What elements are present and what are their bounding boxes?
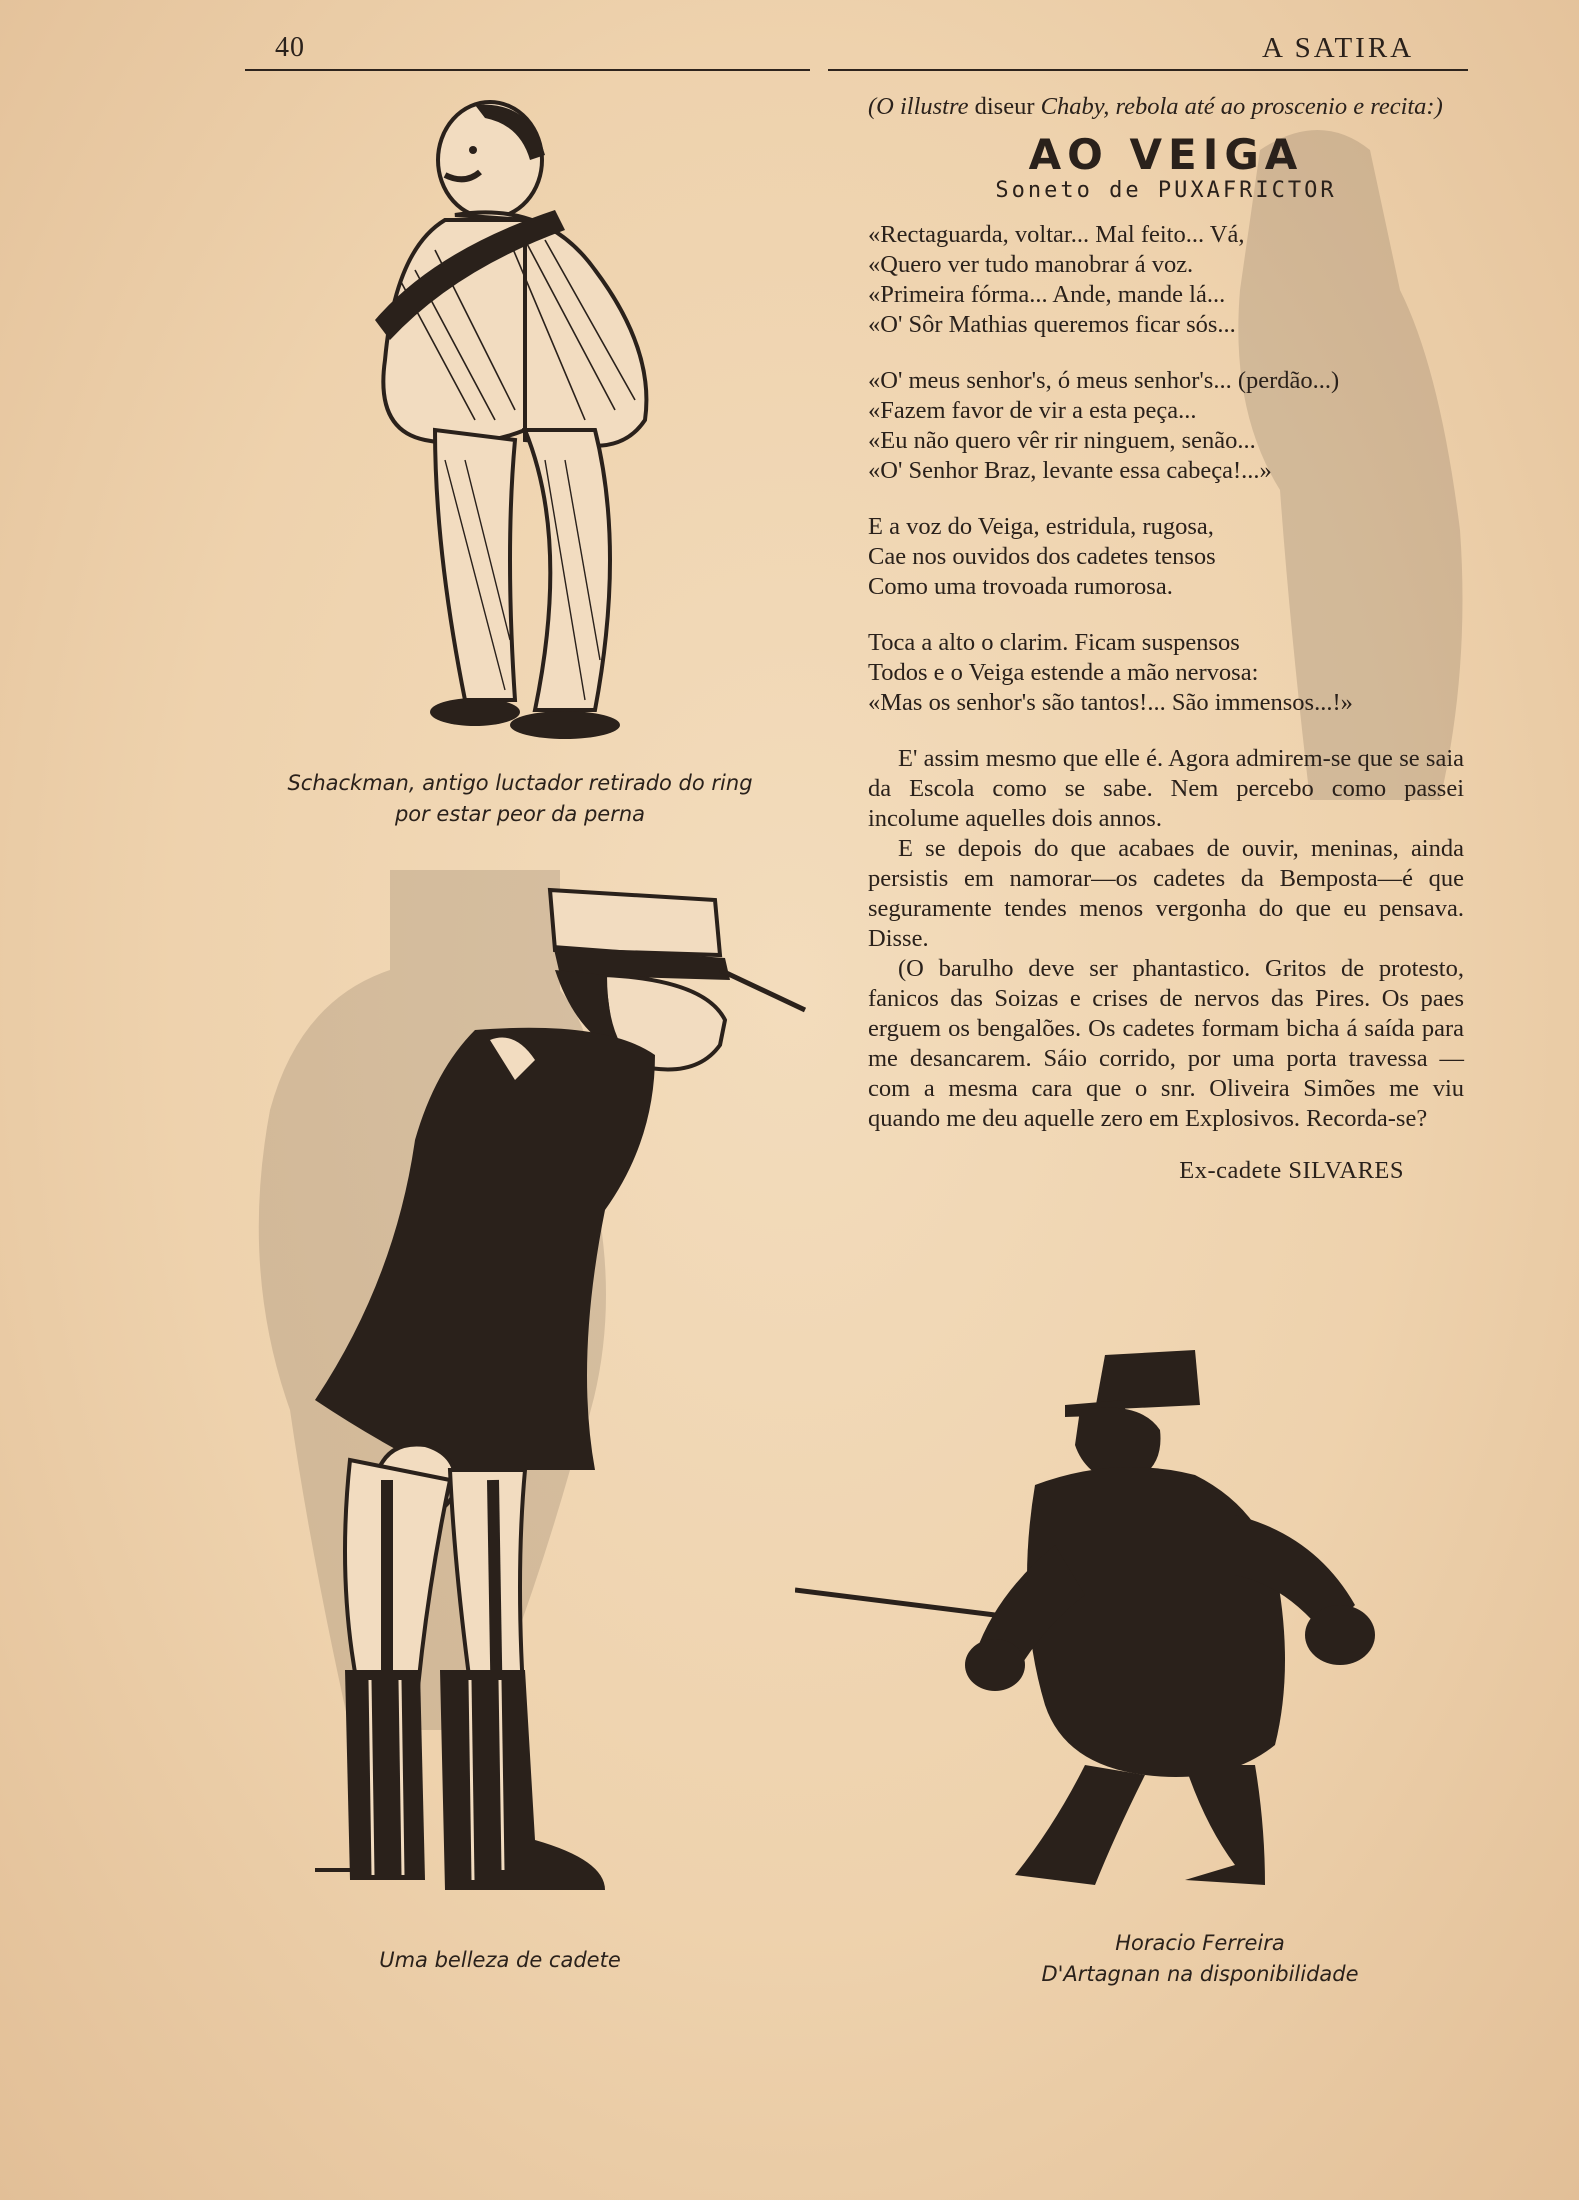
caption-line: Horacio Ferreira <box>1115 1931 1285 1955</box>
caricature-fat-wrestler-icon <box>355 100 715 750</box>
verse-line: «Quero ver tudo manobrar á voz. <box>868 251 1194 278</box>
page-number: 40 <box>275 32 305 63</box>
illustration-horacio <box>795 1345 1450 1905</box>
verse-line: Cae nos ouvidos dos cadetes tensos <box>868 543 1216 570</box>
verse-line: «O' meus senhor's, ó meus senhor's... (perdão...) <box>868 367 1340 394</box>
verse-line: «Fazem favor de vir a esta peça... <box>868 397 1197 424</box>
poem-subtitle: Soneto de PUXAFRICTOR <box>995 178 1337 203</box>
verse-line: «Eu não quero vêr rir ninguem, senão... <box>868 427 1256 454</box>
verse-line: E a voz do Veiga, estridula, rugosa, <box>868 513 1214 540</box>
article-prose <box>868 744 1464 1134</box>
caption-horacio <box>975 1928 1425 1990</box>
paragraph: E' assim mesmo que elle é. Agora admirem-se que se saia da Escola como se sabe. Nem percebo como passei incolume aquelles dois annos. <box>868 745 1464 832</box>
stanza <box>868 366 1464 486</box>
caption-line: por estar peor da perna <box>394 802 646 826</box>
caption-schackman <box>250 768 790 830</box>
running-title: A SATIRA <box>1262 32 1415 64</box>
author-signature: Ex-cadete SILVARES <box>1179 1157 1404 1184</box>
stage-direction-text: diseur <box>974 93 1035 120</box>
paragraph: (O barulho deve ser phantastico. Gritos de protesto, fanicos das Soizas e crises de nervos das Pires. Os paes erguem os bengalões. Os cadetes formam bicha á saída para me desancarem. Sáio corrido, por uma porta travessa — com a mesma cara que o snr. Oliveira Simões me viu quando me deu aquelle zero em Explosivos. Recorda-se? <box>868 955 1464 1132</box>
illustration-cadete <box>275 880 835 1930</box>
poem-title: AO VEIGA <box>1028 130 1304 179</box>
verse-line: Como uma trovoada rumorosa. <box>868 573 1173 600</box>
caption-line: Uma belleza de cadete <box>379 1948 621 1972</box>
stage-direction-text: (O illustre <box>868 93 975 120</box>
stanza <box>868 220 1464 340</box>
page-header <box>0 32 1579 77</box>
verse-line: «Primeira fórma... Ande, mande lá... <box>868 281 1226 308</box>
caption-cadete <box>300 1945 700 1976</box>
header-rule <box>828 69 1468 71</box>
caricature-bowing-cadet-icon <box>275 880 835 1930</box>
header-rule <box>245 69 810 71</box>
illustration-schackman <box>355 100 715 750</box>
caption-line: Schackman, antigo luctador retirado do ring <box>287 771 753 795</box>
paragraph: E se depois do que acabaes de ouvir, meninas, ainda persistis em namorar—os cadetes da Bemposta—é que seguramente tendes menos vergonha do que eu pensava. Disse. <box>868 835 1464 952</box>
stanza <box>868 512 1464 602</box>
verse-line: Todos e o Veiga estende a mão nervosa: <box>868 659 1259 686</box>
article-column <box>868 92 1464 1186</box>
verse-line: «Mas os senhor's são tantos!... São immensos...!» <box>868 689 1353 716</box>
stage-direction <box>868 92 1464 122</box>
stage-direction-text: Chaby, rebola até ao proscenio e recita:) <box>1034 93 1443 120</box>
caption-line: D'Artagnan na disponibilidade <box>1041 1962 1359 1986</box>
silhouette-swordsman-icon <box>795 1345 1450 1905</box>
verse-line: «Rectaguarda, voltar... Mal feito... Vá, <box>868 221 1245 248</box>
verse-line: «O' Senhor Braz, levante essa cabeça!...» <box>868 457 1272 484</box>
verse-line: Toca a alto o clarim. Ficam suspensos <box>868 629 1240 656</box>
verse-line: «O' Sôr Mathias queremos ficar sós... <box>868 311 1236 338</box>
stanza <box>868 628 1464 718</box>
